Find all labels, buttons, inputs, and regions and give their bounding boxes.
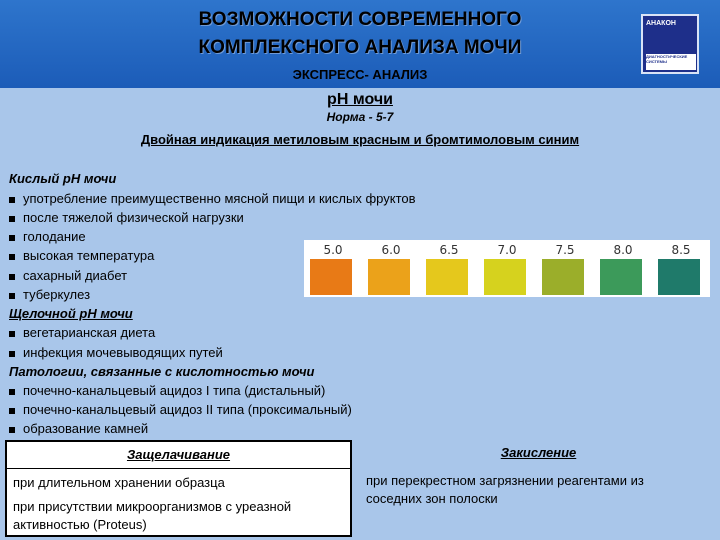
ph-scale-cell [652,240,710,297]
causes-table [5,440,717,537]
list-item-label: туберкулез [23,287,91,302]
list-item-label: образование камней [23,421,149,436]
list-item [9,248,154,263]
ph-scale-cell [594,240,652,297]
alkaline-heading: Щелочной рН мочи [9,306,133,321]
logo-text-top: АНАКОН [646,20,676,27]
ph-scale-cell [362,240,420,297]
ph-scale-label: 7.0 [497,243,517,257]
ph-scale-label: 8.5 [671,243,691,257]
alkalization-cause-1: при длительном хранении образца [13,475,225,490]
acidification-cause: при перекрестном загрязнении реагентами из соседних зон полоски [366,473,644,506]
list-item [9,345,223,360]
logo-text-bottom: ДИАГНОСТИЧЕСКИЕ СИСТЕМЫ [646,54,696,70]
dual-indication-text: Двойная индикация метиловым красным и бромтимоловым синим [140,132,580,147]
ph-scale-label: 6.5 [439,243,459,257]
ph-color-swatch [310,259,352,295]
list-item [9,325,155,340]
bullet-icon [9,254,15,260]
ph-color-swatch [484,259,526,295]
ph-scale-label: 6.0 [381,243,401,257]
alkalization-header: Защелачивание [126,447,231,462]
list-item-label: употребление преимущественно мясной пищи и кислых фруктов [23,191,416,206]
acidic-heading: Кислый рН мочи [9,171,117,186]
list-item [9,402,352,417]
ph-scale-cell [420,240,478,297]
pathologies-heading: Патологии, связанные с кислотностью мочи [9,364,315,379]
alkalization-column [5,440,352,537]
ph-scale-cell [536,240,594,297]
ph-scale-cell [304,240,362,297]
bullet-icon [9,331,15,337]
ph-color-swatch [658,259,700,295]
list-item-label: после тяжелой физической нагрузки [23,210,244,225]
list-item [9,229,86,244]
alkalization-cause-2: при присутствии микроорганизмов с уреазной активностью (Proteus) [13,499,292,532]
bullet-icon [9,351,15,357]
ph-scale-label: 8.0 [613,243,633,257]
list-item-label: высокая температура [23,248,155,263]
bullet-icon [9,197,15,203]
ph-heading: рН мочи [327,91,393,108]
list-item [9,421,148,436]
ph-scale-label: 7.5 [555,243,575,257]
list-item [9,383,325,398]
ph-color-swatch [542,259,584,295]
list-item [9,268,127,283]
header-banner [0,0,720,88]
bullet-icon [9,408,15,414]
list-item-label: голодание [23,229,86,244]
list-item [9,191,416,206]
bullet-icon [9,427,15,433]
list-item-label: инфекция мочевыводящих путей [23,345,223,360]
bullet-icon [9,274,15,280]
page-title-line2: КОМПЛЕКСНОГО АНАЛИЗА МОЧИ [198,37,522,58]
ph-scale-label: 5.0 [323,243,343,257]
ph-color-swatch [426,259,468,295]
acidification-header: Закисление [500,445,577,460]
list-item-label: вегетарианская диета [23,325,156,340]
list-item-label: сахарный диабет [23,268,128,283]
brand-logo [641,14,699,74]
acidification-column [360,440,717,537]
ph-norm: Норма - 5-7 [326,110,394,124]
ph-color-swatch [368,259,410,295]
bullet-icon [9,235,15,241]
ph-color-scale [304,240,710,297]
bullet-icon [9,216,15,222]
column-divider [7,468,350,469]
list-item [9,210,244,225]
page-subtitle: ЭКСПРЕСС- АНАЛИЗ [292,67,428,82]
list-item-label: почечно-канальцевый ацидоз II типа (проксимальный) [23,402,352,417]
page-title-line1: ВОЗМОЖНОСТИ СОВРЕМЕННОГО [198,9,522,30]
ph-scale-cell [478,240,536,297]
bullet-icon [9,389,15,395]
bullet-icon [9,293,15,299]
list-item-label: почечно-канальцевый ацидоз I типа (дистальный) [23,383,326,398]
list-item [9,287,90,302]
ph-color-swatch [600,259,642,295]
